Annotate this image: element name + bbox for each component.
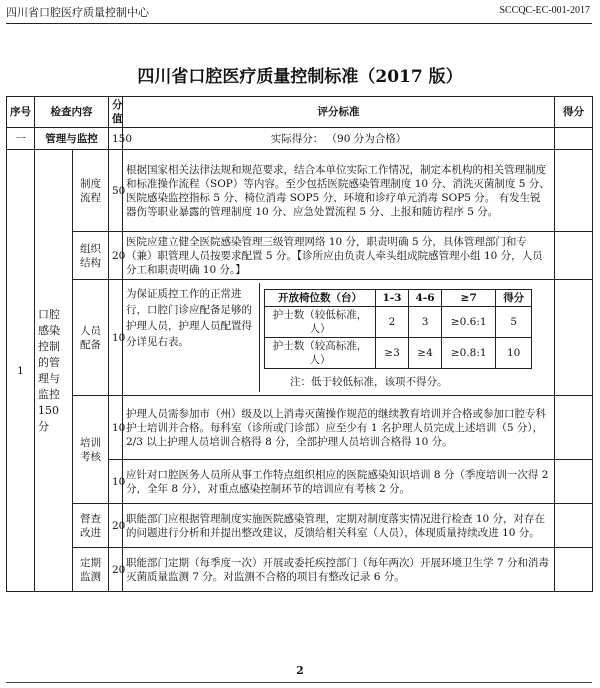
staffing-cell: ≥4 (409, 338, 442, 369)
sub-label: 督查改进 (73, 504, 109, 548)
section-score: 150 (109, 128, 123, 150)
criteria-text: 医院应建立健全医院感染管理三级管理网络 10 分，职责明确 5 分，具体管理部门和专（兼）职管理人员按要求配置 5 分。【诊所应由负责人牵头组成院感管理小组 10 分，人员分工和职责明确 10 分。】 (123, 232, 555, 280)
row-training-a (7, 396, 593, 460)
staffing-layout (123, 283, 554, 392)
footer-rule (6, 682, 592, 683)
group-name (35, 150, 73, 592)
standards-table (6, 96, 593, 592)
staffing-note: 注：低于较低标准，该项不得分。 (290, 376, 448, 388)
col-no-header: 序号 (7, 97, 35, 128)
sub-label: 人员配备 (73, 280, 109, 396)
col-criteria-header: 评分标准 (123, 97, 555, 128)
section-get (555, 128, 593, 150)
col-item-header: 检查内容 (35, 97, 109, 128)
staffing-cell: ≥0.8:1 (442, 338, 496, 369)
get-cell (555, 548, 593, 592)
group-score: 150 分 (38, 403, 59, 433)
sub-score: 10 (109, 396, 123, 460)
staffing-row (265, 338, 532, 369)
section-row (7, 128, 593, 150)
group-name-text: 口腔感染控制的管理与监控 (38, 307, 60, 401)
header-rule (6, 23, 592, 24)
criteria-text: 应针对口腔医务人员所从事工作特点组织相应的医院感染知识培训 8 分（季度培训一次得 2 分，全年 8 分），对重点感染控制环节的培训应有考核 2 分。 (123, 460, 555, 504)
get-cell (555, 150, 593, 232)
row-staffing (7, 280, 593, 396)
staffing-table (264, 289, 532, 369)
get-cell (555, 232, 593, 280)
section-no: 一 (7, 128, 35, 150)
staffing-cell: 护士数（较高标准，人） (265, 338, 376, 369)
criteria-text: 职能部门定期（每季度一次）开展或委托疾控部门（每年两次）开展环境卫生学 7 分和消毒灭菌质量监测 7 分。对监测不合格的项目有整改记录 6 分。 (123, 548, 555, 592)
staffing-criteria (123, 280, 555, 396)
staffing-table-header (265, 290, 532, 307)
staffing-cell: 护士数（较低标准，人） (265, 307, 376, 338)
staffing-cell: ≥3 (376, 338, 409, 369)
sub-score: 10 (109, 460, 123, 504)
sub-label: 组织结构 (73, 232, 109, 280)
row-monitoring (7, 548, 593, 592)
get-cell (555, 280, 593, 396)
staffing-cell: 5 (496, 307, 532, 338)
get-cell (555, 460, 593, 504)
staffing-header-cell: 得分 (496, 290, 532, 307)
staffing-cell: 2 (376, 307, 409, 338)
staffing-cell: 10 (496, 338, 532, 369)
staffing-cell: 3 (409, 307, 442, 338)
staffing-table-wrap (260, 283, 554, 392)
sub-label: 制度流程 (73, 150, 109, 232)
group-no: 1 (7, 150, 35, 592)
sub-score: 50 (109, 150, 123, 232)
row-system (7, 150, 593, 232)
row-organization (7, 232, 593, 280)
page-number: 2 (296, 664, 304, 677)
criteria-text: 护理人员需参加市（州）级及以上消毒灭菌操作规范的继续教育培训并合格或参加口腔专科护士培训并合格。每科室（诊所或门诊部）应至少有 1 名护理人员完成上述培训（5 分），2/3 以上护理人员培训合格得 8 分，全部护理人员培训合格得 10 分。 (123, 396, 555, 460)
staffing-header-cell: 4-6 (409, 290, 442, 307)
col-get-header: 得分 (555, 97, 593, 128)
table-header-row (7, 97, 593, 128)
sub-score: 20 (109, 548, 123, 592)
sub-score: 20 (109, 504, 123, 548)
staffing-cell: ≥0.6:1 (442, 307, 496, 338)
criteria-text: 职能部门应根据管理制度实施医院感染管理，定期对制度落实情况进行检查 10 分，对存在的问题进行分析和并提出整改建议，反馈给相关科室（人员），体现质量持续改进 10 分。 (123, 504, 555, 548)
header-doc-code: SCCQC-EC-001-2017 (499, 5, 590, 16)
staffing-row (265, 307, 532, 338)
section-actual-score: 实际得分： （90 分为合格） (123, 128, 555, 150)
sub-score: 10 (109, 280, 123, 396)
get-cell (555, 504, 593, 548)
sub-score: 20 (109, 232, 123, 280)
staffing-header-cell: ≥7 (442, 290, 496, 307)
header-org: 四川省口腔医疗质量控制中心 (6, 6, 149, 19)
staffing-header-cell: 1-3 (376, 290, 409, 307)
staffing-description: 为保证质控工作的正常进行，口腔门诊应配备足够的护理人员，护理人员配置得分详见右表。 (123, 283, 260, 392)
sub-label: 定期监测 (73, 548, 109, 592)
document-title: 四川省口腔医疗质量控制标准（2017 版） (137, 67, 463, 87)
row-supervision (7, 504, 593, 548)
section-name: 管理与监控 (35, 128, 109, 150)
get-cell (555, 396, 593, 460)
col-score-header: 分值 (109, 97, 123, 128)
sub-label: 培训考核 (73, 396, 109, 504)
criteria-text: 根据国家相关法律法规和规范要求，结合本单位实际工作情况，制定本机构的相关管理制度和标准操作流程（SOP）等内容。至少包括医院感染管理制度 10 分、消洗灭菌制度 5 分、医院感染监控指标 5 分、椅位消毒 SOP5 分、环境和诊疗单元消毒 SOP5 分。 有发生锐器伤等职业暴露的管理制度 10 分、应急处置流程 5 分、上报和随访程序 5 分。 (123, 150, 555, 232)
staffing-header-cell: 开放椅位数（台） (265, 290, 376, 307)
